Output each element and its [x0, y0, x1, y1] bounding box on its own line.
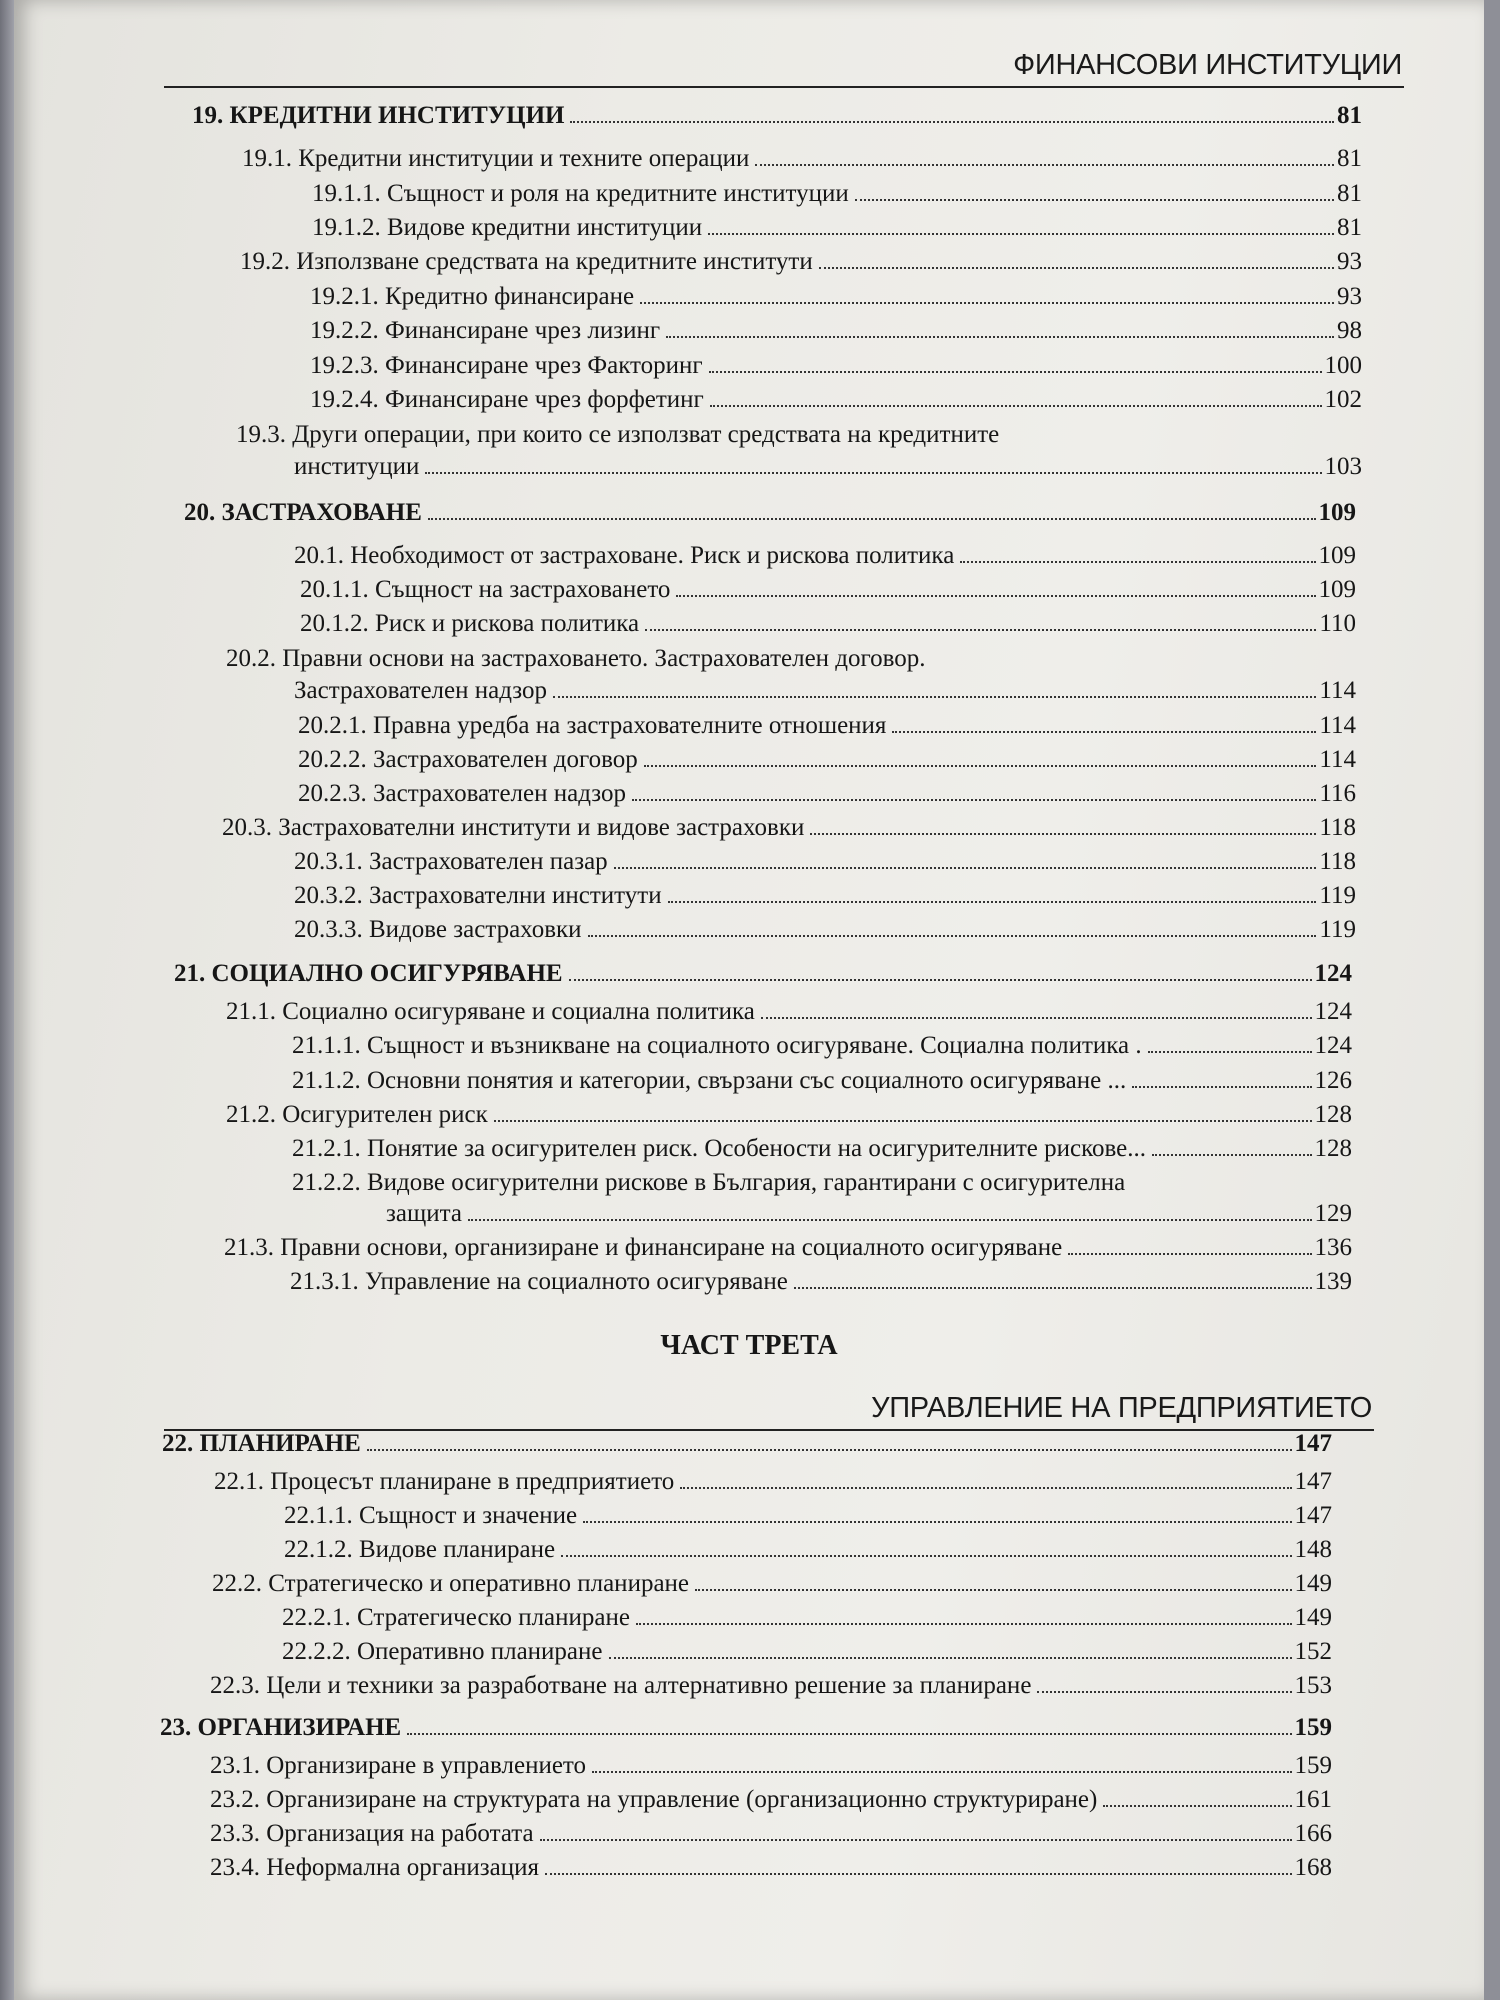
toc-entry	[210, 1818, 1332, 1850]
toc-entry	[210, 1852, 1332, 1884]
dot-leader	[570, 121, 1334, 123]
toc-entry-title: 20.3.1. Застрахователен пазар	[294, 848, 608, 875]
toc-page-number: 81	[1337, 102, 1362, 129]
toc-entry	[294, 451, 1362, 483]
toc-entry	[290, 1266, 1352, 1298]
toc-entry	[310, 281, 1362, 313]
toc-entry	[212, 1568, 1332, 1600]
dot-leader	[545, 1873, 1291, 1875]
dot-leader	[645, 629, 1316, 631]
dot-leader	[494, 1120, 1312, 1122]
toc-entry-title: 21.1. Социално осигуряване и социална политика	[226, 998, 755, 1025]
toc-entry	[386, 1198, 1352, 1230]
toc-entry	[298, 744, 1356, 776]
toc-entry-title: 21.3. Правни основи, организиране и финансиране на социалното осигуряване	[224, 1234, 1063, 1261]
toc-page-number: 81	[1337, 214, 1362, 241]
toc-entry	[210, 1670, 1332, 1702]
dot-leader	[614, 867, 1317, 869]
dot-leader	[1148, 1051, 1312, 1053]
dot-leader	[892, 731, 1316, 733]
toc-entry-title: 21.1.1. Същност и възникване на социалното осигуряване. Социална политика .	[292, 1032, 1142, 1059]
toc-page-number: 109	[1318, 542, 1356, 569]
toc-page-number: 109	[1318, 499, 1356, 526]
dot-leader	[709, 371, 1322, 373]
dot-leader	[695, 1589, 1291, 1591]
dot-leader	[583, 1521, 1291, 1523]
toc-entry-title: 22.1. Процесът планиране в предприятието	[214, 1468, 675, 1495]
toc-entry	[298, 710, 1356, 742]
part-title: ЧАСТ ТРЕТА	[660, 1330, 838, 1361]
dot-leader	[636, 1623, 1292, 1625]
toc-page-number: 114	[1319, 677, 1356, 704]
toc-chapter	[160, 1712, 1332, 1744]
toc-entry-title: 19.1.2. Видове кредитни институции	[312, 214, 703, 241]
toc-entry	[310, 384, 1362, 416]
toc-page-number: 147	[1294, 1468, 1332, 1495]
toc-page-number: 124	[1314, 998, 1352, 1025]
dot-leader	[680, 1487, 1291, 1489]
toc-page-number: 128	[1314, 1135, 1352, 1162]
toc-page-number: 147	[1294, 1502, 1332, 1529]
toc-page-number: 149	[1294, 1604, 1332, 1631]
toc-page-number: 129	[1314, 1200, 1352, 1227]
toc-entry-title: 23.2. Организиране на структурата на управление (организационно структуриране)	[210, 1786, 1098, 1813]
toc-entry	[224, 1232, 1352, 1264]
toc-page-number: 114	[1319, 712, 1356, 739]
toc-entry-title: 19.2. Използване средствата на кредитните институти	[240, 248, 813, 275]
toc-line: 19.3. Други операции, при които се използват средствата на кредитните	[236, 421, 1000, 448]
toc-line: 21.2.2. Видове осигурителни рискове в България, гарантирани с осигурителна	[292, 1169, 1126, 1196]
toc-page-number: 119	[1319, 882, 1356, 909]
toc-entry-title: 20.3.2. Застрахователни институти	[294, 882, 662, 909]
toc-page-number: 148	[1294, 1536, 1332, 1563]
toc-entry-title: 23.3. Организация на работата	[210, 1820, 534, 1847]
toc-entry-title: 19.1. Кредитни институции и техните операции	[242, 145, 750, 172]
toc-entry	[300, 574, 1356, 606]
dot-leader	[666, 336, 1334, 338]
toc-page-number: 149	[1294, 1570, 1332, 1597]
toc-entry	[210, 1750, 1332, 1782]
dot-leader	[710, 405, 1322, 407]
toc-entry	[226, 1099, 1352, 1131]
toc-entry-title: 22.2. Стратегическо и оперативно планиране	[212, 1570, 690, 1597]
toc-entry	[294, 914, 1356, 946]
toc-entry	[292, 1065, 1352, 1097]
toc-page-number: 161	[1294, 1786, 1332, 1813]
toc-entry	[300, 608, 1356, 640]
toc-entry	[312, 212, 1362, 244]
toc-entry	[284, 1500, 1332, 1532]
toc-page-number: 147	[1294, 1430, 1332, 1457]
toc-entry	[210, 1784, 1332, 1816]
toc-entry-title: 20. ЗАСТРАХОВАНЕ	[184, 499, 422, 526]
running-header-finance-text: ФИНАНСОВИ ИНСТИТУЦИИ	[1013, 49, 1402, 81]
toc-entry	[294, 846, 1356, 878]
dot-leader	[761, 1017, 1312, 1019]
toc-entry-title: Застрахователен надзор	[294, 677, 547, 704]
dot-leader	[819, 267, 1334, 269]
dot-leader	[1068, 1253, 1311, 1255]
toc-entry	[298, 778, 1356, 810]
toc-page-number: 166	[1294, 1820, 1332, 1847]
dot-leader	[553, 696, 1316, 698]
toc-page-number: 124	[1314, 960, 1352, 987]
toc-entry	[294, 540, 1356, 572]
toc-entry-title: 20.3. Застрахователни институти и видове застраховки	[222, 814, 805, 841]
toc-entry-title: 19.2.4. Финансиране чрез форфетинг	[310, 386, 704, 413]
dot-leader	[708, 233, 1334, 235]
dot-leader	[632, 799, 1316, 801]
dot-leader	[640, 302, 1334, 304]
toc-page-number: 119	[1319, 916, 1356, 943]
dot-leader	[1103, 1805, 1291, 1807]
toc-page-number: 102	[1324, 386, 1362, 413]
toc-page-number: 110	[1319, 610, 1356, 637]
toc-chapter	[184, 497, 1356, 529]
dot-leader	[1037, 1691, 1291, 1693]
toc-entry	[222, 812, 1356, 844]
toc-page-number: 93	[1337, 248, 1362, 275]
toc-entry-title: 21.2. Осигурителен риск	[226, 1101, 488, 1128]
toc-page-number: 159	[1294, 1752, 1332, 1779]
toc-entry	[310, 315, 1362, 347]
toc-entry-title: 21. СОЦИАЛНО ОСИГУРЯВАНЕ	[174, 960, 563, 987]
toc-page-number: 128	[1314, 1101, 1352, 1128]
toc-page-number: 100	[1324, 352, 1362, 379]
toc-entry	[294, 880, 1356, 912]
dot-leader	[960, 561, 1315, 563]
toc-entry-title: 20.2.1. Правна уредба на застрахователните отношения	[298, 712, 887, 739]
toc-entry-title: 20.1. Необходимост от застраховане. Риск и рискова политика	[294, 542, 955, 569]
dot-leader	[755, 164, 1334, 166]
toc-entry	[282, 1636, 1332, 1668]
dot-leader	[676, 595, 1315, 597]
dot-leader	[644, 765, 1317, 767]
toc-page-number: 153	[1294, 1672, 1332, 1699]
dot-leader	[569, 979, 1312, 981]
toc-entry	[282, 1602, 1332, 1634]
running-header-management	[164, 1383, 1374, 1431]
toc-chapter	[192, 100, 1362, 132]
dot-leader	[592, 1771, 1291, 1773]
dot-leader	[407, 1733, 1291, 1735]
toc-entry-title: 19.1.1. Същност и роля на кредитните институции	[312, 180, 849, 207]
toc-entry	[242, 143, 1362, 175]
toc-page-number: 116	[1319, 780, 1356, 807]
toc-entry-title: 22.1.1. Същност и значение	[284, 1502, 578, 1529]
toc-page-number: 159	[1294, 1714, 1332, 1741]
toc-entry-title: 20.2.3. Застрахователен надзор	[298, 780, 626, 807]
toc-entry	[310, 350, 1362, 382]
toc-entry-title: защита	[386, 1200, 462, 1227]
dot-leader	[1152, 1154, 1311, 1156]
toc-entry-title: 19.2.1. Кредитно финансиране	[310, 283, 635, 310]
book-page	[14, 0, 1484, 2000]
toc-entry	[226, 996, 1352, 1028]
toc-page-number: 152	[1294, 1638, 1332, 1665]
dot-leader	[588, 935, 1317, 937]
toc-page-number: 109	[1318, 576, 1356, 603]
toc-entry-title: 23.4. Неформална организация	[210, 1854, 540, 1881]
toc-entry	[294, 675, 1356, 707]
toc-entry-title: 20.1.2. Риск и рискова политика	[300, 610, 640, 637]
toc-page-number: 103	[1324, 453, 1362, 480]
dot-leader	[668, 901, 1317, 903]
toc-page-number: 98	[1337, 317, 1362, 344]
dot-leader	[561, 1555, 1291, 1557]
dot-leader	[367, 1449, 1292, 1451]
toc-entry	[292, 1030, 1352, 1062]
dot-leader	[468, 1219, 1312, 1221]
dot-leader	[425, 472, 1321, 474]
toc-entry	[312, 178, 1362, 210]
running-header-finance	[164, 40, 1404, 88]
toc-page-number: 126	[1314, 1067, 1352, 1094]
toc-entry-title: 22.1.2. Видове планиране	[284, 1536, 556, 1563]
toc-entry-title: 19.2.3. Финансиране чрез Факторинг	[310, 352, 703, 379]
toc-entry-title: 21.1.2. Основни понятия и категории, свързани със социалното осигуряване ...	[292, 1067, 1127, 1094]
dot-leader	[855, 199, 1334, 201]
toc-entry-title: 19.2.2. Финансиране чрез лизинг	[310, 317, 661, 344]
toc-entry	[284, 1534, 1332, 1566]
toc-chapter	[162, 1428, 1332, 1460]
toc-page-number: 168	[1294, 1854, 1332, 1881]
toc-entry	[240, 246, 1362, 278]
dot-leader	[428, 518, 1316, 520]
dot-leader	[810, 833, 1316, 835]
toc-page-number: 114	[1319, 746, 1356, 773]
toc-entry	[292, 1133, 1352, 1165]
dot-leader	[609, 1657, 1292, 1659]
running-header-management-text: УПРАВЛЕНИЕ НА ПРЕДПРИЯТИЕТО	[871, 1392, 1372, 1424]
toc-entry-title: 22.3. Цели и техники за разработване на алтернативно решение за планиране	[210, 1672, 1032, 1699]
toc-entry-title: 21.2.1. Понятие за осигурителен риск. Особености на осигурителните рискове...	[292, 1135, 1147, 1162]
dot-leader	[540, 1839, 1292, 1841]
toc-page-number: 93	[1337, 283, 1362, 310]
dot-leader	[1132, 1086, 1311, 1088]
toc-entry-title: 20.2.2. Застрахователен договор	[298, 746, 638, 773]
toc-page-number: 139	[1314, 1268, 1352, 1295]
toc-chapter	[174, 958, 1352, 990]
toc-entry-title: 22.2.2. Оперативно планиране	[282, 1638, 603, 1665]
toc-entry	[214, 1466, 1332, 1498]
toc-page-number: 81	[1337, 145, 1362, 172]
toc-entry-title: 20.1.1. Същност на застраховането	[300, 576, 671, 603]
toc-entry-title: 22. ПЛАНИРАНЕ	[162, 1430, 361, 1457]
toc-line: 20.2. Правни основи на застраховането. Застрахователен договор.	[226, 645, 926, 672]
toc-entry-title: 23.1. Организиране в управлението	[210, 1752, 587, 1779]
toc-page-number: 124	[1314, 1032, 1352, 1059]
toc-entry-title: институции	[294, 453, 420, 480]
toc-entry-title: 22.2.1. Стратегическо планиране	[282, 1604, 630, 1631]
toc-entry-title: 23. ОРГАНИЗИРАНЕ	[160, 1714, 402, 1741]
toc-page-number: 118	[1319, 848, 1356, 875]
toc-entry-title: 20.3.3. Видове застраховки	[294, 916, 582, 943]
toc-entry-title: 21.3.1. Управление на социалното осигуряване	[290, 1268, 788, 1295]
toc-page-number: 136	[1314, 1234, 1352, 1261]
toc-page-number: 118	[1319, 814, 1356, 841]
dot-leader	[794, 1287, 1312, 1289]
toc-entry-title: 19. КРЕДИТНИ ИНСТИТУЦИИ	[192, 102, 565, 129]
toc-page-number: 81	[1337, 180, 1362, 207]
